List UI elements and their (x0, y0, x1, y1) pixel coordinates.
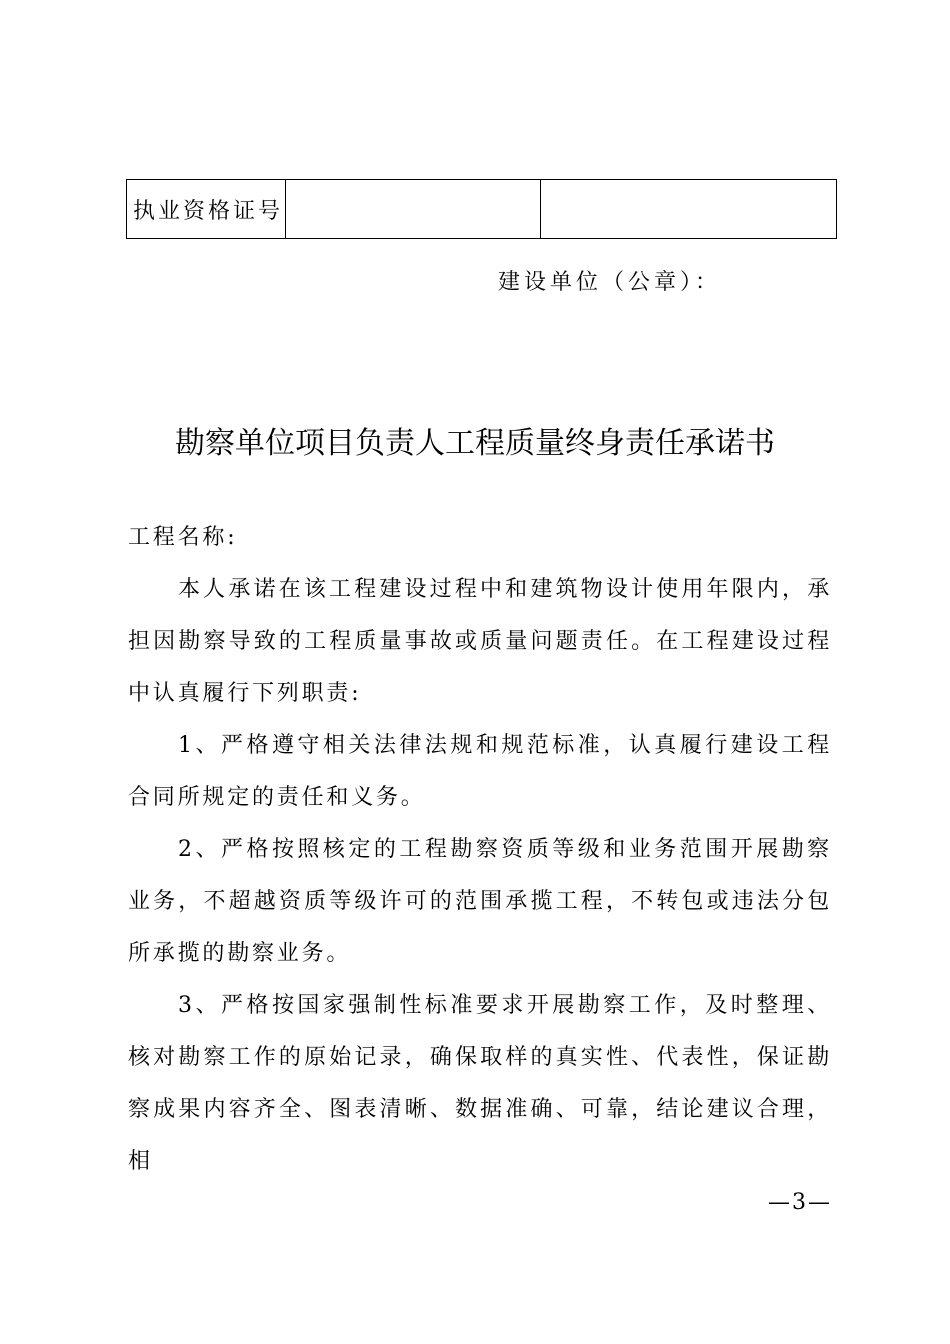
paragraph: 本人承诺在该工程建设过程中和建筑物设计使用年限内，承担因勘察导致的工程质量事故或质量问题责任。在工程建设过程中认真履行下列职责: (128, 577, 832, 706)
qualification-table (126, 179, 837, 239)
qualification-cert-cell-2 (541, 180, 837, 239)
qualification-cert-cell (286, 180, 541, 239)
table-row (127, 180, 837, 239)
paragraph: 1、严格遵守相关法律法规和规范标准，认真履行建设工程合同所规定的责任和义务。 (128, 733, 832, 810)
document-body (128, 512, 832, 1188)
construction-unit-seal-line: 建设单位（公章）： (498, 270, 722, 295)
paragraph: 2、严格按照核定的工程勘察资质等级和业务范围开展勘察业务，不超越资质等级许可的范围承揽工程，不转包或违法分包所承揽的勘察业务。 (128, 837, 832, 966)
project-name-label: 工程名称: (128, 525, 238, 550)
document-title: 勘察单位项目负责人工程质量终身责任承诺书 (175, 426, 775, 461)
qualification-cert-label: 执业资格证号 (127, 180, 286, 239)
paragraph: 3、严格按国家强制性标准要求开展勘察工作，及时整理、核对勘察工作的原始记录，确保取样的真实性、代表性，保证勘察成果内容齐全、图表清晰、数据准确、可靠，结论建议合理，相 (128, 993, 832, 1174)
page-number: —3— (768, 1190, 832, 1215)
